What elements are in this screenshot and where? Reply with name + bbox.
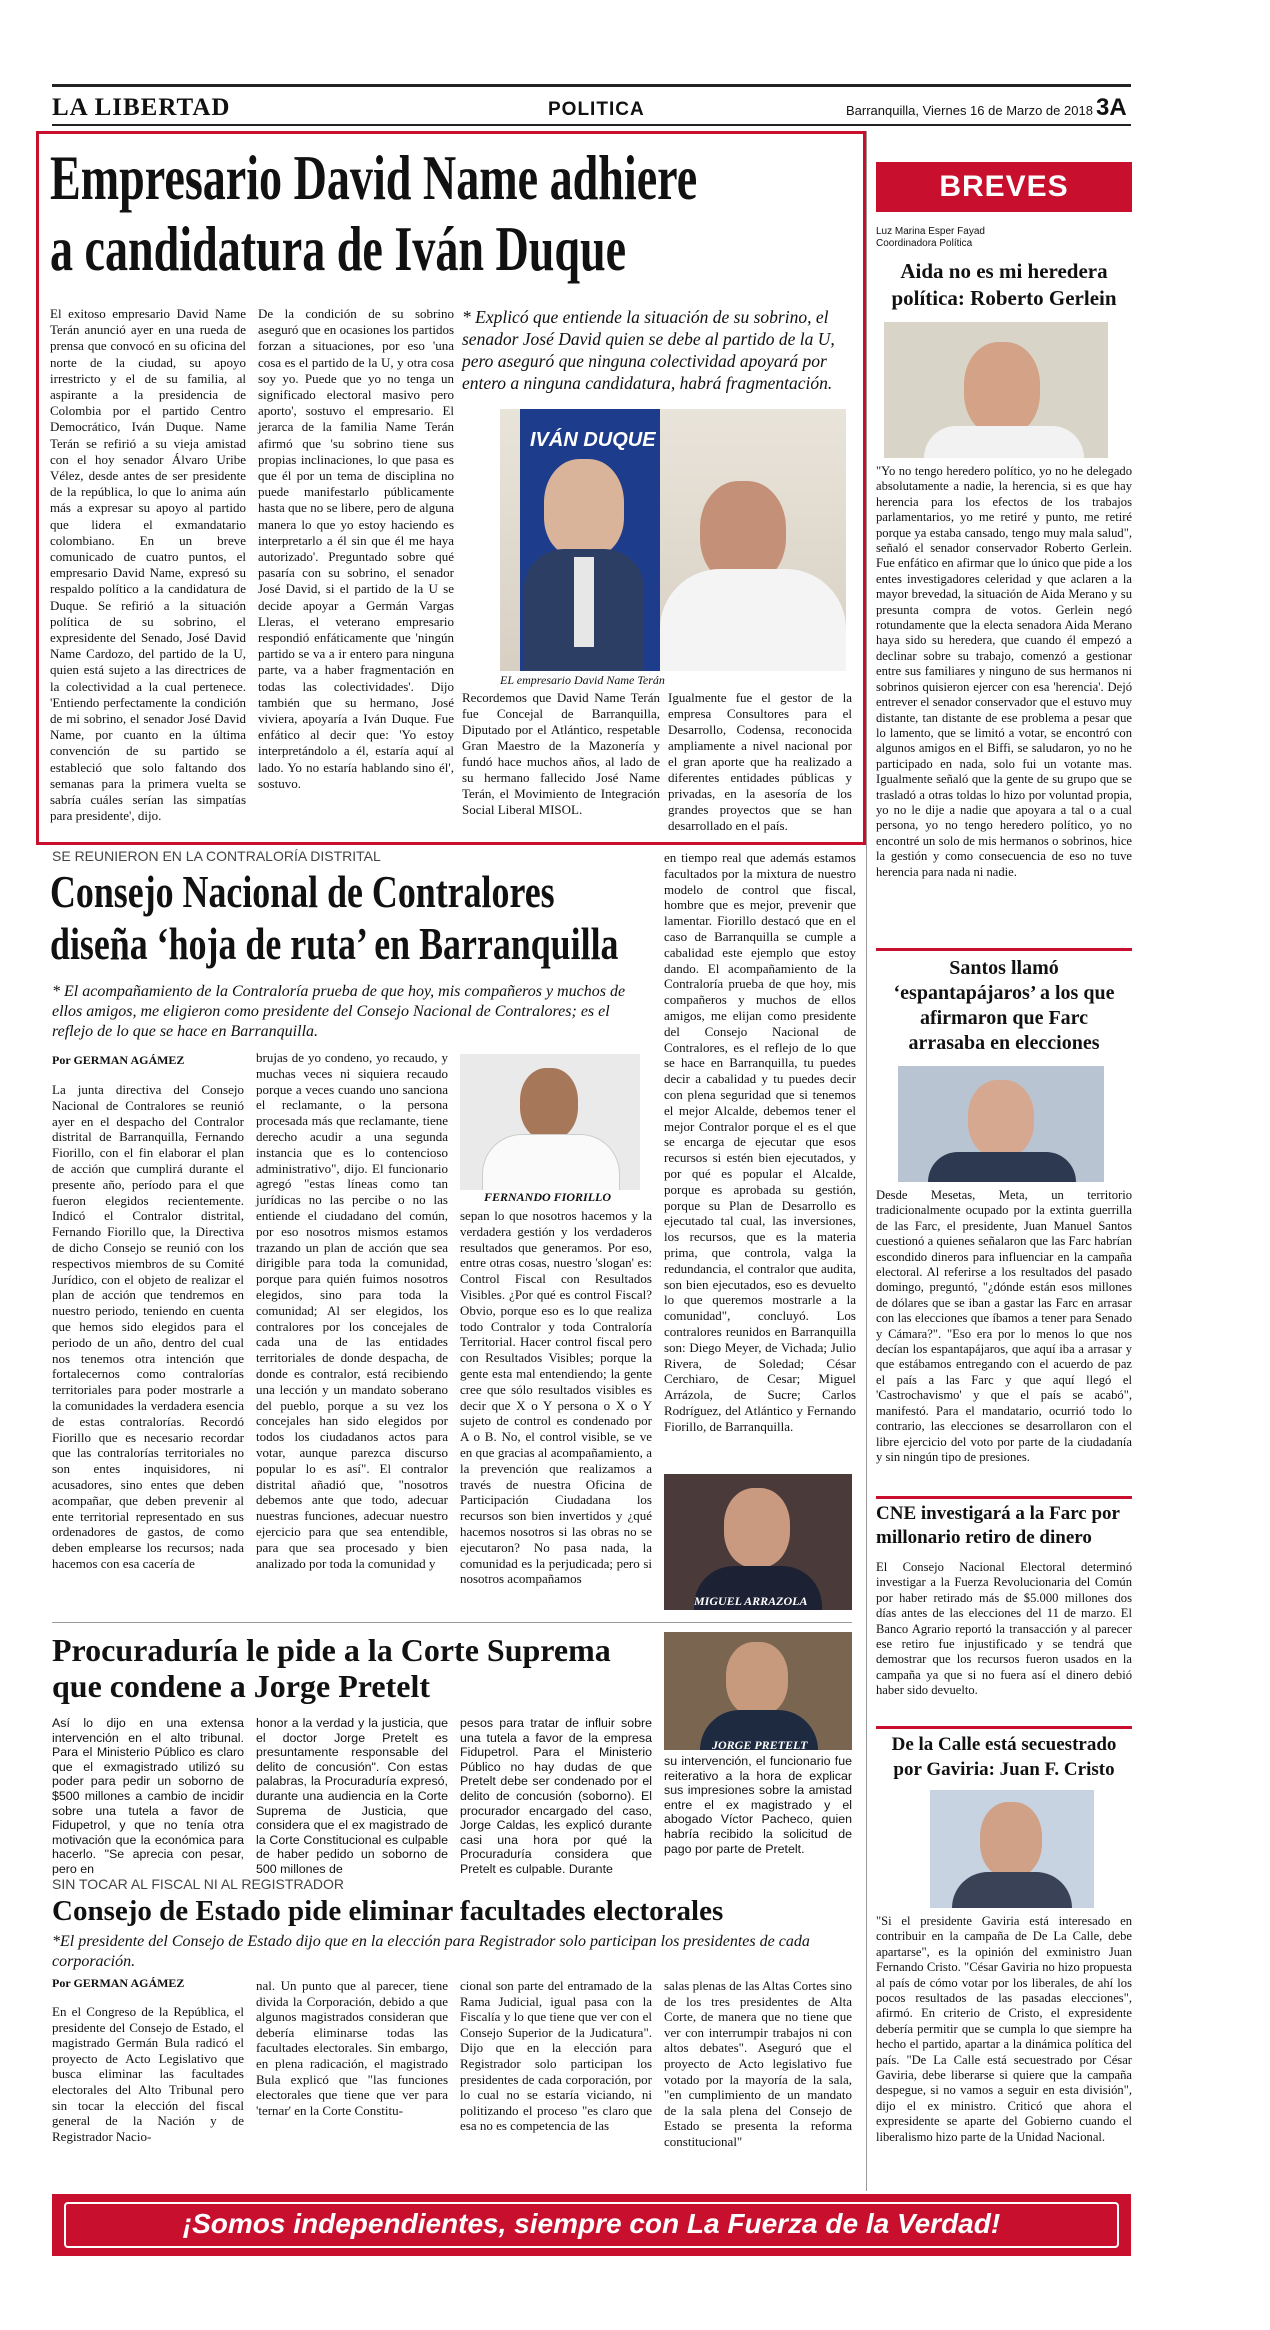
lead-photo bbox=[500, 409, 846, 671]
contralores-col1: La junta directiva del Consejo Nacional de Contralores se reunió ayer en el despacho del Contralor distrital de Barranquilla, Fernando Fiorillo, con el fin elaborar el plan de acción que cumplirá durante el presente año, período para el que fueron elegidos recientemente. Indicó el Contralor distrital, Fernando Fiorillo que, la Directiva de dicho Consejo se reunió con los respectivos miembros de su Comité Jurídico, con el objeto de realizar el plan de acción que tendremos en nuestro periodo, teniendo en cuenta que hemos sido elegidos para el periodo de un año, dentro del cual nos tenemos otra intención que fortalecernos como contralorías territoriales para poder mostrarle a la comunidades la verdadera esencia de estas contralorías. Recordó Fiorillo que es necesario recordar que las contralorías territoriales no son entes inquisidores, ni acusadores, sino entes que deben acompañar, que deben prevenir al ente territorial representado en sus ordenadores de gastos, de como deben emplearse los recursos; nada hacemos con esa cacería de bbox=[52, 1082, 244, 1571]
breve2-title-line3: afirmaron que Farc bbox=[919, 1007, 1089, 1029]
consejo-byline: Por GERMAN AGÁMEZ bbox=[52, 1976, 185, 1990]
procuraduria-col2: honor a la verdad y la justicia, que el doctor Jorge Pretelt es presuntamente responsable del delito de concusión". Con estas palabras, la Procuraduría expresó, durante una audiencia en la Corte Suprema de Justicia, que considera que el ex magistrado de la Corte Constitucional es culpable de haber pedido un soborno de 500 millones de bbox=[256, 1716, 448, 1876]
cristo-face bbox=[980, 1802, 1042, 1878]
breve4-title-line1: De la Calle está secuestrado bbox=[891, 1734, 1117, 1755]
lead-col2: De la condición de su sobrino aseguró que en ocasiones los partidos forzan a situaciones, por eso 'una cosa es el partido de la U, y otra cosa soy yo. Puede que yo no tenga un significado electoral masivo pero aporto', sostuvo el empresario. El jerarca de la familia Name Terán afirmó que 'su sobrino tiene sus propias inclinaciones, lo que pasa es que él por un tema de disciplina no puede manifestarlo públicamente hasta que no se libere, pero de alguna manera lo que yo estoy haciendo es interpretarlo a él sin que él me haya autorizado'. Preguntado sobre qué pasaría con su sobrino, el senador José David, si el partido de la U se decide apoyar a Germán Vargas Lleras, el veterano empresario respondió enfáticamente que 'ningún partido se va a ir entero para ninguna parte, va a haber fragmentación en todas las colectividades'. Dijo también que su hermano, José viviera, apoyaría a Iván Duque. Fue enfático al decir que: 'Yo estoy interpretándolo a él, estaría aquí al lado. Yo no estaría hablando sino él', sostuvo. bbox=[258, 306, 454, 791]
page-number: 3A bbox=[1096, 94, 1127, 121]
gerlein-photo bbox=[884, 322, 1108, 458]
consejo-col2: nal. Un punto que al parecer, tiene divida la Corporación, debido a que algunos magistrados consideran que debería eliminarse todas las facultades electorales. Sin embargo, en plena radicación, el magistrado Bula explicó que "las funciones electorales que tiene que ver para 'ternar' en la Corte Constitu- bbox=[256, 1978, 448, 2118]
santos-photo bbox=[898, 1066, 1104, 1182]
breve2-title-line4: arrasaba en elecciones bbox=[908, 1032, 1100, 1054]
pretelt-caption: JORGE PRETELT bbox=[712, 1738, 808, 1752]
breve2-title-line2: ‘espantapájaros’ a los que bbox=[893, 982, 1115, 1004]
contralores-col3: sepan lo que nosotros hacemos y la verdadera gestión y los verdaderos resultados que generamos. Por eso, entre otras cosas, nuestro 'slogan' es: Control Fiscal con Resultados Visibles. ¿Por qué es control Fiscal? Obvio, porque eso es lo que realiza todo Contralor y toda Contraloría Territorial. Hacer control fiscal pero con Resultados Visibles; porque la gente esta mal entendiendo; la gente cree que sólo resultados visibles es decir que X o Y persona o X o Y sujeto de control es condenado por A o B. No, el control visible, se ve en que gracias al acompañamiento, a la prevención que realizamos a través de nuestra Oficina de Participación Ciudadana los recursos son bien invertidos y ¿qué hacemos nosotros si las obras no se ejecutaron? No pasa nada, la comunidad es la perjudicada; pero si nosotros acompañamos bbox=[460, 1208, 652, 1587]
poster-text: IVÁN DUQUE bbox=[530, 429, 656, 451]
breve1-title bbox=[876, 258, 1132, 312]
fiorillo-caption: FERNANDO FIORILLO bbox=[484, 1190, 612, 1204]
arrazola-caption: MIGUEL ARRAZOLA bbox=[694, 1594, 808, 1608]
procuraduria-col3: pesos para tratar de influir sobre una tutela a favor de la empresa Fidupetrol. Para el Ministerio Público no hay dudas de que Pretelt debe ser condenado por el delito de concusión (soborno). El procurador encargado del caso, Jorge Caldas, les explicó durante casi una hora por qué la Procuraduría considera que Pretelt es culpable. Durante bbox=[460, 1716, 652, 1876]
breve2-rule bbox=[876, 948, 1132, 951]
consejo-kicker: SIN TOCAR AL FISCAL NI AL REGISTRADOR bbox=[52, 1876, 345, 1892]
breve1-title-line1: Aida no es mi heredera bbox=[900, 259, 1108, 283]
poster-shirt bbox=[574, 557, 594, 647]
consejo-deck: *El presidente del Consejo de Estado dijo que en la elección para Registrador solo participan los presidentes de cada corporación. bbox=[52, 1933, 810, 1970]
contralores-kicker: SE REUNIERON EN LA CONTRALORÍA DISTRITAL bbox=[52, 848, 381, 864]
breves-editor-role: Coordinadora Política bbox=[876, 238, 973, 249]
procuraduria-headline-line1: Procuraduría le pide a la Corte Suprema bbox=[52, 1632, 611, 1668]
breve3-title-line1: CNE investigará a la Farc por bbox=[876, 1503, 1120, 1524]
consejo-col3: cional son parte del entramado de la Rama Judicial, igual pasa con la Fiscalía y lo que tiene que ver con el Consejo Superior de la Judicatura". Dijo que en la elección para Registrador solo participan los presidentes de cada corporación, por lo cual no se estaría viciando, ni politizando el proceso "es claro que esa no es competencia de las bbox=[460, 1978, 652, 2134]
contralores-deck: * El acompañamiento de la Contraloría prueba de que hoy, mis compañeros y muchos de ellos amigos, me eligieron como presidente del Consejo Nacional de Contralores; es el reflejo de lo que se hace en Barranquilla. bbox=[52, 983, 626, 1040]
breve3-rule bbox=[876, 1496, 1132, 1499]
breve2-text: Desde Mesetas, Meta, un territorio tradicionalmente ocupado por la extinta guerrilla de las Farc, el presidente, Juan Manuel Santos cuestionó a quienes señalaron que las Farc habrían escondido dineros para influenciar en la campaña electoral. Al referirse a los resultados del pasado domingo, preguntó, "¿dónde están esos millones de dólares que se iban a gastar las Farc en arrasar con las elecciones que íbamos a tener para Senado y Cámara?". "Eso era por lo menos lo que nos decían los espantapájaros, que aquí iba a arrasar y que estábamos entregando con el acuerdo de paz el país a las Farc y que aquí llegó el 'Castrochavismo' y que el país se acabó", manifestó. Para el mandatario, ocurrió todo lo contrario, las elecciones se desarrollaron con el libre ejercicio del voto por parte de la ciudadanía y sin ningún tipo de presiones. bbox=[876, 1188, 1132, 1464]
dateline: Barranquilla, Viernes 16 de Marzo de 2018 bbox=[846, 103, 1093, 118]
santos-face bbox=[968, 1080, 1034, 1158]
breve4-title bbox=[876, 1732, 1132, 1782]
breve3-title bbox=[876, 1502, 1132, 1550]
lead-headline-line2: a candidatura de Iván Duque bbox=[50, 213, 627, 284]
lead-col4: Igualmente fue el gestor de la empresa Consultores para el Desarrollo, Codensa, reconocida ampliamente a nivel nacional por el gran aporte que ha realizado a diferentes entidades públicas y privadas, en la asesoría de los grandes proyectos que se han desarrollado en el país. bbox=[668, 690, 852, 833]
breve2-title-line1: Santos llamó bbox=[949, 957, 1059, 979]
poster-face bbox=[544, 459, 624, 557]
breve1-text: "Yo no tengo heredero político, yo no he delegado absolutamente a nadie, la herencia, si es que hay herencia para los efectos de los trabajos parlamentarios, yo me retiré y punto, me retiré porque ya estaba cansado, tengo muy mala salud", señaló el senador conservador Roberto Gerlein. Fue enfático en afirmar que lo único que pide a los entes investigadores celeridad y que aclaren a la mayor brevedad, la situación de Aida Merano y su presunta compra de votos. Gerlein negó rotundamente que la electa senadora Aida Merano haya sido su heredera, que cuando él empezó a declinar sobre su trabajo, comenzó a gestionar entre sus familiares y ninguno de sus hermanos ni sobrinos quisieron ejercer con esa 'herencia'. Dejó entrever el senador conservador que el estuvo muy distante, tan distante de ese problema a pesar que lo lamento, que se limitó a votar, se encontró con algunos amigos en el Biffi, se saludaron, yo no he participado en nada, solo fui un votante mas. Igualmente señaló que la gente de su grupo que se trasladó a otras toldas lo hizo por voluntad propia, yo no le dije a nadie que apoyara a tal o a cual persona, yo no tengo heredero político, yo no encontré un solo de mis hermanos o sobrinos, hice la gestión y como consecuencia de eso no tuve herencia para nada ni nadie. bbox=[876, 464, 1132, 879]
pretelt-photo bbox=[664, 1632, 852, 1750]
lead-deck: * Explicó que entiende la situación de su sobrino, el senador José David quien se debe al partido de la U, pero aseguró que ninguna colectividad apoyará por entero a ninguna candidatura, habrá fragmentación. bbox=[462, 307, 835, 393]
breve2-title bbox=[876, 956, 1132, 1056]
consejo-col1: En el Congreso de la República, el presidente del Consejo de Estado, el magistrado Germán Bula radicó el proyecto de Acto Legislativo que busca eliminar las facultades electorales del Alto Tribunal pero sin tocar la elección del fiscal general de la Nación y de Registrador Nacio- bbox=[52, 2004, 244, 2144]
breves-banner: BREVES bbox=[876, 162, 1132, 212]
fiorillo-shirt bbox=[482, 1134, 620, 1190]
masthead-rule bbox=[52, 124, 1131, 126]
cristo-suit bbox=[952, 1872, 1072, 1908]
footer-slogan: ¡Somos independientes, siempre con La Fuerza de la Verdad! bbox=[182, 2208, 1001, 2239]
man-shirt bbox=[660, 569, 846, 671]
contralores-headline-line2: diseña ‘hoja de ruta’ en Barranquilla bbox=[50, 918, 619, 969]
top-rule bbox=[52, 84, 1131, 87]
procuraduria-headline-line2: que condene a Jorge Pretelt bbox=[52, 1668, 430, 1704]
lead-col3: Recordemos que David Name Terán fue Concejal de Barranquilla, Diputado por el Atlántico, respetable Gran Maestro de la Mazonería y fundó hace muchos años, al lado de su hermano fallecido José Name Terán, el Movimiento de Integración Social Liberal MISOL. bbox=[462, 690, 660, 817]
sidebar-divider bbox=[866, 131, 867, 2191]
lead-photo-caption: EL empresario David Name Terán bbox=[500, 673, 665, 687]
breve4-text: "Si el presidente Gaviria está interesado en contribuir en la campaña de De La Calle, debe apartarse", es la opinión del exministro Juan Fernando Cristo. "César Gaviria no hizo propuesta al país de cómo votar por los liberales, de ahí los pocos resultados de las pasadas elecciones", afirmó. En criterio de Cristo, el expresidente debería permitir que se cumpla lo que siempre ha hecho el partido, apartar a la dinámica política del país. "De La Calle está secuestrado por César Gaviria, debe liberarse si quiere que la campaña despegue, si no vamos a seguir en esta división", dijo el ex ministro. Criticó que ahora el expresidente se aparte del Gobierno cuando el liberalismo hizo parte de la Unidad Nacional. bbox=[876, 1914, 1132, 2144]
contralores-headline-line1: Consejo Nacional de Contralores bbox=[50, 866, 555, 917]
fiorillo-photo bbox=[460, 1054, 640, 1190]
section-name: POLITICA bbox=[548, 99, 645, 120]
cristo-photo bbox=[930, 1790, 1094, 1908]
lead-headline-line1: Empresario David Name adhiere bbox=[50, 142, 698, 213]
breve4-title-line2: por Gaviria: Juan F. Cristo bbox=[893, 1759, 1115, 1780]
fiorillo-face bbox=[520, 1068, 578, 1140]
breve3-text: El Consejo Nacional Electoral determinó investigar a la Fuerza Revolucionaria del Común por haber retirado más de $5.000 millones dos días antes de las elecciones del 11 de marzo. El Banco Agrario reportó la transacción y al parecer ese retiro fue injustificado y se tendrá que demostrar que los recursos fueron usados en la campaña ya que si no fuera así el dinero debió haber sido devuelto. bbox=[876, 1560, 1132, 1698]
arrazola-photo bbox=[664, 1474, 852, 1610]
gerlein-shirt bbox=[924, 426, 1084, 458]
lead-col1: El exitoso empresario David Name Terán anunció ayer en una rueda de prensa que convocó en su oficina del norte de la ciudad, su apoyo irrestricto y el de su familia, al aspirante a la presidencia de Colombia por el partido Centro Democrático, Iván Duque. Name Terán se refirió a su vieja amistad con el hoy senador Álvaro Uribe Vélez, desde antes de ser presidente de la república, lo que lo anima aún más a expresar su apoyo al partido que lidera el exmandatario colombiano. En un breve comunicado de cuatro puntos, el empresario David Name, expresó su respaldo político a la candidatura de Duque. Se refirió a la situación política de su sobrino, el expresidente del Senado, José David Name Cardozo, del partido de la U, quien está sujeto a las directrices de la colectividad a la cual pertenece. 'Entiendo perfectamente la condición de mi sobrino, el senador José David Name, por cuanto en la última convención de su partido se estableció que solo faltando dos semanas para la primera vuelta se sabría cuáles serían las simpatías para presidente', dijo. bbox=[50, 306, 246, 824]
consejo-col4: salas plenas de las Altas Cortes sino de los tres presidentes de Alta Corte, de manera que no tiene que ver con interrumpir trabajos ni con altos debates". Aseguró que el proyecto de Acto legislativo fue votado por la mayoría de la sala, "en cumplimiento de un mandato de la sala plena del Consejo de Estado se presenta la reforma constitucional" bbox=[664, 1978, 852, 2149]
contralores-col2: brujas de yo condeno, yo recaudo, y muchas veces ni siquiera recaudo porque a veces cuando uno sanciona el reclamante, o la persona procesada más que reclamante, tiene derecho acudir a una segunda instancia que es lo contencioso administrativo", dijo. El funcionario agregó "estas líneas como tan jurídicas no las percibe o no las entiende el ciudadano del común, por eso nosotros mismos estamos trazando un plan de acción que sea dirigible para toda la comunidad, porque para quién fuimos nosotros elegidos, sino para toda la comunidad; Al ser elegidos, los contralores por los concejales de cada una de las entidades territoriales de donde despacha, de donde es contralor, está recibiendo una lección y un mandato soberano del pueblo, porque a su vez los concejales han sido elegidos por todos los ciudadanos actos para votar, aunque parezca discurso popular lo es así". El contralor distrital añadió que, "nosotros debemos ante que todo, adecuar nuestras funciones, adecuar nuestro ejercicio para que sea entendible, para que sea procesado y bien analizado por toda la comunidad y bbox=[256, 1050, 448, 1571]
gerlein-face bbox=[964, 342, 1040, 436]
breve1-title-line2: política: Roberto Gerlein bbox=[891, 286, 1117, 310]
arrazola-face bbox=[724, 1488, 790, 1568]
contralores-col4: en tiempo real que además estamos facultados por la mixtura de nuestro modelo de control que fiscal, hombre que es mejor, prevenir que lamentar. Fiorillo destacó que en el caso de Barranquilla se cumple a cabalidad este ejemplo que estoy dando. El acompañamiento de la Contraloría prueba de que hoy, mis compañeros y muchos de ellos amigos, me elijan como presidente del Consejo Nacional de Contralores, es el reflejo de lo que se hace en Barranquilla, tu puedes decir a cabalidad y tu puedes decir con plena seguridad que si tenemos el mejor Alcalde, debemos tener el mejor Contralor porque el es el que se encarga de ejecutar que esos recursos si estén bien ejecutados, y por qué es popular el Alcalde, porque es aprobada su gestión, porque su Plan de Desarrollo es ejecutado tal cual, las inversiones, los recursos, que es la materia prima, que controla, valga la redundancia, el contralor que audita, son bien ejecutados, eso es devuelto lo que queremos mostrarle a la comunidad", concluyó. Los contralores reunidos en Barranquilla son: Diego Meyer, de Vichada; Julio Rivera, de Soledad; César Cerchiaro, de Cesar; Miguel Arrázola, de Sucre; Carlos Rodríguez, del Atlántico y Fernando Fiorillo, de Barranquilla. bbox=[664, 850, 856, 1434]
procuraduria-rule bbox=[52, 1622, 852, 1623]
footer-banner bbox=[52, 2194, 1131, 2256]
breve4-rule bbox=[876, 1726, 1132, 1729]
paper-name: LA LIBERTAD bbox=[52, 94, 231, 121]
breve3-title-line2: millonario retiro de dinero bbox=[876, 1527, 1092, 1548]
santos-suit bbox=[928, 1152, 1076, 1182]
consejo-headline: Consejo de Estado pide eliminar facultades electorales bbox=[52, 1895, 724, 1927]
breves-editor-name: Luz Marina Esper Fayad bbox=[876, 226, 985, 237]
procuraduria-col4: su intervención, el funcionario fue reiterativo a la hora de explicar sus impresiones sobre la amistad entre el ex magistrado y el abogado Víctor Pacheco, quien habría recibido la solicitud de pago por parte de Pretelt. bbox=[664, 1754, 852, 1856]
procuraduria-col1: Así lo dijo en una extensa intervención en el alto tribunal. Para el Ministerio Público es claro que el exmagistrado utilizó su poder para pedir un soborno de $500 millones a cambio de incidir sobre una tutela a favor de Fidupetrol, y que no tenía otra motivación que la económica para hacerlo. "Se aprecia con pesar, pero en bbox=[52, 1716, 244, 1876]
contralores-byline: Por GERMAN AGÁMEZ bbox=[52, 1053, 185, 1067]
pretelt-face bbox=[726, 1642, 788, 1716]
